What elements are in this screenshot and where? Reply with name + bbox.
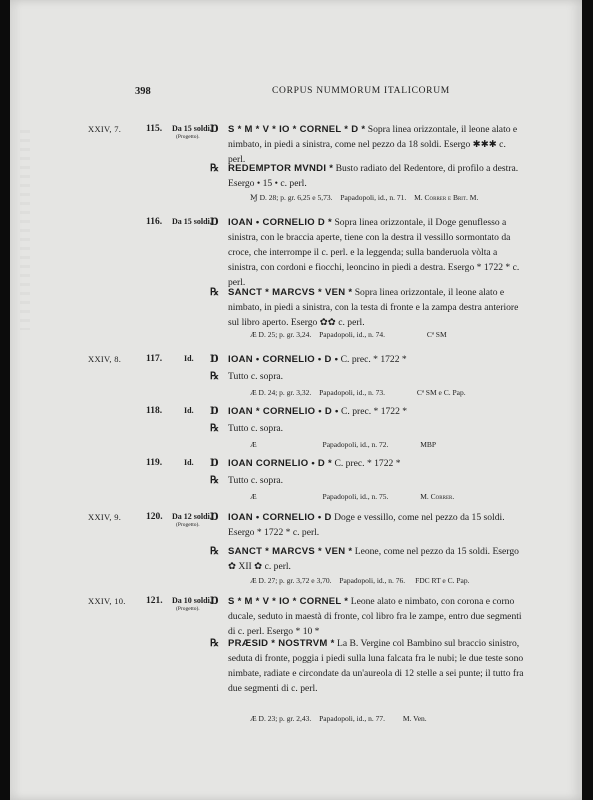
entry-meta: Æ Papadopoli, id., n. 75. M. Correr. — [250, 492, 455, 501]
running-title: CORPUS NUMMORUM ITALICORUM — [272, 86, 450, 96]
entry-meta: Ɱ D. 28; p. gr. 6,25 e 5,73. Papadopoli, id., n. 71. M. Correr e Brit. M. — [250, 193, 479, 202]
denomination: Id. — [184, 458, 194, 467]
entry-number: 120. — [146, 512, 163, 522]
reverse-text: Tutto c. sopra. — [228, 371, 284, 382]
obverse-text: IOAN CORNELIO • D * C. prec. * 1722 * — [228, 458, 401, 469]
obverse-symbol: Ɒ — [210, 354, 219, 365]
reverse-symbol: ℞ — [210, 423, 219, 434]
entry-number: 116. — [146, 217, 163, 227]
reverse-symbol: ℞ — [210, 163, 219, 174]
denomination: Da 15 soldi. — [172, 217, 212, 226]
entry-number: 121. — [146, 596, 163, 606]
document-page — [10, 0, 582, 800]
obverse-text: S * M * V * IO * CORNEL * Leone alato e nimbato, con corona e corno ducale, seduto in maestà di fronte, col libro fra le zampe, entro due segmenti di c. perl. Esergo * 10 * — [228, 596, 522, 637]
reverse-text: REDEMPTOR MVNDI * Busto radiato del Redentore, di profilo a destra. Esergo • 15 • c. perl. — [228, 163, 519, 189]
reverse-text: Tutto c. sopra. — [228, 475, 284, 486]
bleed-through — [20, 130, 30, 330]
denomination: Id. — [184, 354, 194, 363]
obverse-symbol: Ɒ — [210, 596, 219, 607]
obverse-symbol: Ɒ — [210, 217, 219, 228]
page-number: 398 — [135, 86, 151, 97]
reverse-symbol: ℞ — [210, 638, 219, 649]
reverse-text: SANCT * MARCVS * VEN * Sopra linea orizzontale, il leone alato e nimbato, in piedi a sinistra, con la testa di fronte e la zampa destra anteriore sul libro aperto. Esergo ✿✿ c. perl. — [228, 287, 519, 328]
reverse-symbol: ℞ — [210, 546, 219, 557]
reverse-symbol: ℞ — [210, 287, 219, 298]
obverse-text: IOAN • CORNELIO • D • C. prec. * 1722 * — [228, 354, 407, 365]
entry-number: 118. — [146, 406, 163, 416]
obverse-text: IOAN • CORNELIO • D Doge e vessillo, come nel pezzo da 15 soldi. Esergo * 1722 * c. perl. — [228, 512, 505, 538]
plate-ref: XXIV, 7. — [88, 124, 122, 134]
obverse-symbol: Ɒ — [210, 124, 219, 135]
entry-meta: Æ D. 25; p. gr. 3,24. Papadopoli, id., n. 74. Cª SM — [250, 330, 447, 339]
denomination: Da 15 soldi. (Progetto). — [172, 124, 212, 140]
reverse-text: PRÆSID * NOSTRVM * La B. Vergine col Bambino sul braccio sinistro, seduta di fronte, poggia i piedi sulla luna falcata fra le nubi; le due teste sono nimbate, radiate e circondate da un'aureola di 12 stelle a sei punte; il tutto fra due segmenti di c. perl. — [228, 638, 524, 694]
entry-meta: Æ D. 24; p. gr. 3,32. Papadopoli, id., n. 73. Cª SM e C. Pap. — [250, 388, 466, 397]
denomination: Da 10 soldi. (Progetto). — [172, 596, 212, 612]
plate-ref: XXIV, 9. — [88, 512, 122, 522]
obverse-symbol: Ɒ — [210, 458, 219, 469]
reverse-symbol: ℞ — [210, 371, 219, 382]
entry-meta: Æ D. 23; p. gr. 2,43. Papadopoli, id., n. 77. M. Ven. — [250, 714, 427, 723]
reverse-text: SANCT * MARCVS * VEN * Leone, come nel pezzo da 15 soldi. Esergo ✿ XII ✿ c. perl. — [228, 546, 519, 572]
entry-number: 117. — [146, 354, 163, 364]
entry-meta: Æ D. 27; p. gr. 3,72 e 3,70. Papadopoli, id., n. 76. FDC RT e C. Pap. — [250, 576, 470, 585]
obverse-text: IOAN • CORNELIO D * Sopra linea orizzontale, il Doge genuflesso a sinistra, con le braccia aperte, tiene con la destra il vessillo sormontato da croce, che interrompe il c. perl. e la leggenda; sulla banderuola vòlta a sinistra, con cordoni e fiocchi, leoncino in piedi a destra. Esergo * 1722 * c. perl. — [228, 217, 520, 288]
obverse-text: IOAN * CORNELIO • D • C. prec. * 1722 * — [228, 406, 408, 417]
denomination: Da 12 soldi. (Progetto). — [172, 512, 212, 528]
denomination: Id. — [184, 406, 194, 415]
obverse-symbol: Ɒ — [210, 406, 219, 417]
obverse-text: S * M * V * IO * CORNEL * D * Sopra linea orizzontale, il leone alato e nimbato, in piedi a sinistra, come nel pezzo da 18 soldi. Esergo ✱✱✱ c. perl. — [228, 124, 518, 165]
plate-ref: XXIV, 8. — [88, 354, 122, 364]
reverse-symbol: ℞ — [210, 475, 219, 486]
entry-number: 115. — [146, 124, 163, 134]
plate-ref: XXIV, 10. — [88, 596, 126, 606]
obverse-symbol: Ɒ — [210, 512, 219, 523]
entry-meta: Æ Papadopoli, id., n. 72. MBP — [250, 440, 437, 449]
entry-number: 119. — [146, 458, 163, 468]
reverse-text: Tutto c. sopra. — [228, 423, 284, 434]
